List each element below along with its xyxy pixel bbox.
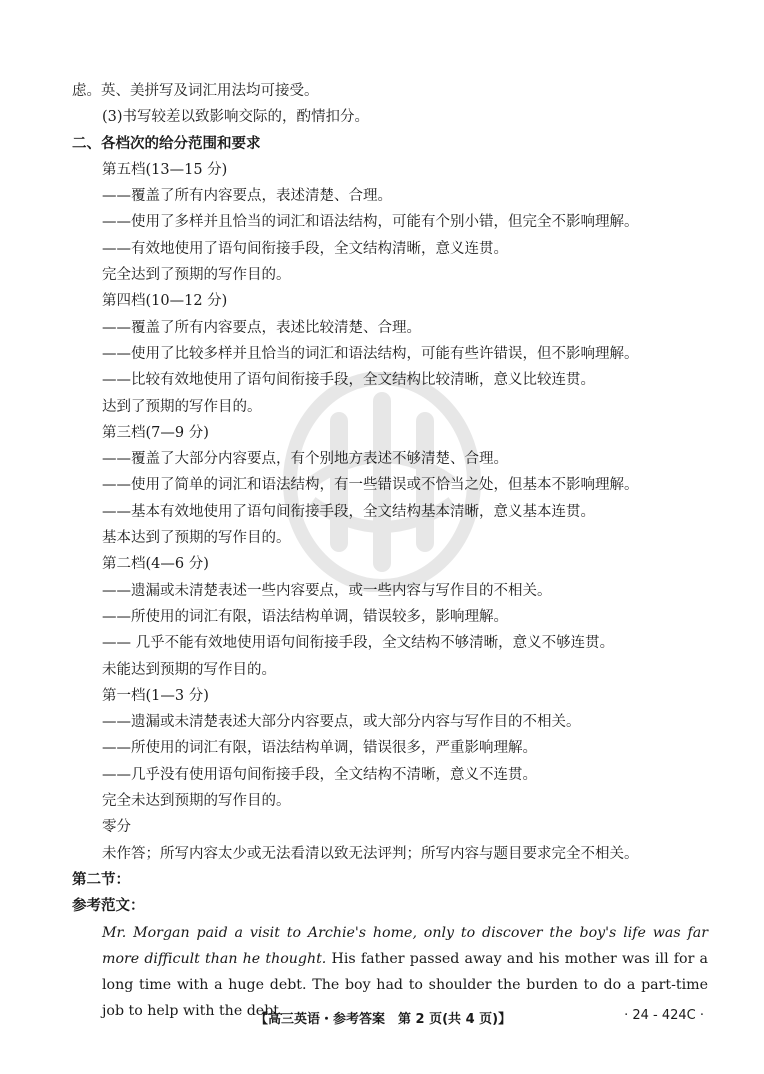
footer-doc-code: · 24 - 424C ·: [624, 1008, 704, 1023]
document-body: [72, 78, 708, 1025]
text-line-continuation: 虑。英、美拼写及词汇用法均可接受。: [72, 83, 319, 99]
tier-3-summary: 基本达到了预期的写作目的。: [102, 530, 291, 547]
tier-2-item-1: ——遗漏或未清楚表述一些内容要点，或一些内容与写作目的不相关。: [102, 582, 552, 599]
tier-1-item-2: ——所使用的词汇有限，语法结构单调，错误很多，严重影响理解。: [102, 740, 537, 757]
tier-2-item-2: ——所使用的词汇有限，语法结构单调，错误较多，影响理解。: [102, 608, 508, 625]
tier-4-summary: 达到了预期的写作目的。: [102, 398, 262, 415]
tier-2-heading: 第二档(4—6 分): [102, 556, 209, 573]
tier-5-item-3: ——有效地使用了语句间衔接手段，全文结构清晰，意义连贯。: [102, 240, 508, 257]
sample-essay-text: His father passed away and his mother was ill for a long time with a huge debt. The boy had to shoulder the burden to do a part-time job to help with the debt.: [102, 950, 708, 1020]
sample-essay-heading: 参考范文：: [72, 898, 145, 915]
tier-1-item-1: ——遗漏或未清楚表述大部分内容要点，或大部分内容与写作目的不相关。: [102, 714, 581, 731]
tier-1-heading: 第一档(1—3 分): [102, 687, 209, 704]
tier-5-heading: 第五档(13—15 分): [102, 161, 228, 178]
sample-essay-italic: Mr. Morgan paid a visit to Archie's home, only to discover the boy's life was far more difficult than he thought.: [102, 924, 708, 967]
tier-1-item-3: ——几乎没有使用语句间衔接手段，全文结构不清晰，意义不连贯。: [102, 766, 537, 783]
section-heading-part-2: 第二节：: [72, 871, 130, 888]
tier-0-item: 未作答；所写内容太少或无法看清以致无法评判；所写内容与题目要求完全不相关。: [102, 845, 639, 862]
tier-1-summary: 完全未达到预期的写作目的。: [102, 793, 291, 810]
tier-5-item-1: ——覆盖了所有内容要点，表述清楚、合理。: [102, 188, 392, 205]
section-heading-score-ranges: 二、各档次的给分范围和要求: [72, 135, 261, 152]
tier-2-summary: 未能达到预期的写作目的。: [102, 661, 276, 678]
tier-3-item-3: ——基本有效地使用了语句间衔接手段，全文结构基本清晰，意义基本连贯。: [102, 503, 595, 520]
text-line-rule-3: (3)书写较差以致影响交际的，酌情扣分。: [102, 109, 370, 126]
tier-3-item-2: ——使用了简单的词汇和语法结构，有一些错误或不恰当之处，但基本不影响理解。: [102, 477, 639, 494]
tier-4-item-2: ——使用了比较多样并且恰当的词汇和语法结构，可能有些许错误，但不影响理解。: [102, 345, 639, 362]
tier-4-heading: 第四档(10—12 分): [102, 293, 228, 310]
tier-4-item-1: ——覆盖了所有内容要点，表述比较清楚、合理。: [102, 319, 421, 336]
tier-5-item-2: ——使用了多样并且恰当的词汇和语法结构，可能有个别小错，但完全不影响理解。: [102, 214, 639, 231]
tier-3-heading: 第三档(7—9 分): [102, 424, 209, 441]
tier-2-item-3: —— 几乎不能有效地使用语句间衔接手段，全文结构不够清晰，意义不够连贯。: [102, 635, 615, 652]
page-footer: [0, 1008, 764, 1028]
footer-page-info: 【高三英语・参考答案 第 2 页(共 4 页)】: [255, 1012, 512, 1027]
tier-4-item-3: ——比较有效地使用了语句间衔接手段，全文结构比较清晰，意义比较连贯。: [102, 372, 595, 389]
tier-5-summary: 完全达到了预期的写作目的。: [102, 267, 291, 284]
tier-3-item-1: ——覆盖了大部分内容要点，有个别地方表述不够清楚、合理。: [102, 451, 508, 468]
tier-0-heading: 零分: [102, 819, 131, 836]
